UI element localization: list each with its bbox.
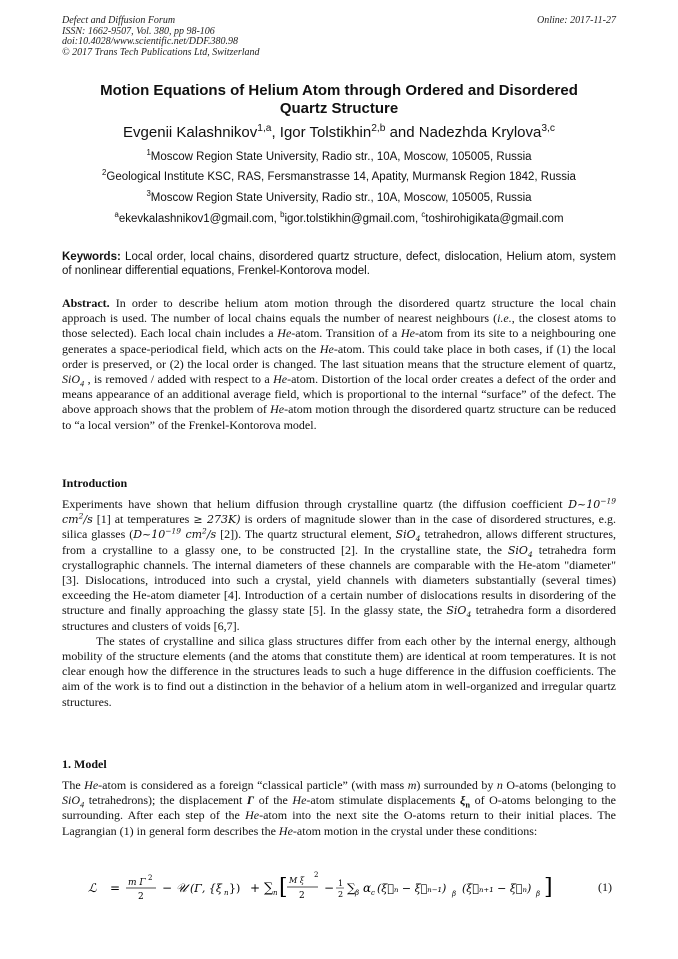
abstract-text: 4 bbox=[80, 379, 85, 389]
body-text: -atom stimulate displacements bbox=[306, 793, 460, 808]
abstract-text: -atom from its site to a neighbouring one generates a space-periodical field, which acts on the bbox=[62, 326, 617, 356]
title-line-1: Motion Equations of Helium Atom through Ordered and Disordered bbox=[100, 82, 578, 99]
denominator: 2 bbox=[338, 890, 344, 899]
body-text: tetrahedra form a disordered structures and clusters of voids [6,7]. bbox=[62, 603, 617, 633]
model-body bbox=[62, 778, 616, 839]
author-affiliation-marker: 2,b bbox=[371, 123, 386, 134]
closing-brace: }) bbox=[229, 882, 241, 895]
author-name: Igor Tolstikhin bbox=[279, 124, 372, 141]
body-text bbox=[62, 793, 85, 810]
body-text: SiO bbox=[62, 793, 80, 808]
affiliation-text: Geological Institute KSC, RAS, Fersmanstrasse 14, Apatity, Murmansk Region 1842, Russia bbox=[106, 171, 576, 183]
potential-args: (Γ, {ξ bbox=[190, 882, 222, 895]
author-list bbox=[62, 124, 616, 141]
introduction-body bbox=[62, 497, 616, 710]
math-text: cm bbox=[62, 513, 79, 527]
paragraph: The states of crystalline and silica glass structures differ from each other by the internal energy, although mobility of the structure elements (and the atoms that constitute them) are identical at room temperatures. It is not clear enough how the difference in the structures leads to such a huge difference in the diffusion coefficients. The aim of the work is to find out a distinction in the behavior of a helium atom in well-organized and irregular quartz structures. bbox=[62, 633, 616, 709]
keywords-text: Local order, local chains, disordered quartz structure, defect, dislocation, Helium atom, system of nonlinear differential equations, Frenkel-Kontorova model. bbox=[62, 251, 616, 277]
affiliation-marker: 3 bbox=[146, 189, 151, 199]
math-inline bbox=[133, 528, 216, 541]
subscript: n bbox=[224, 889, 229, 897]
body-text: [1] at temperatures bbox=[92, 512, 194, 527]
math-text: /s bbox=[83, 513, 93, 527]
affiliation-text: Moscow Region State University, Radio str., 10A, Moscow, 105005, Russia bbox=[150, 192, 532, 204]
abstract-text: -atom. This could take place in both cases, if (1) the local order is preserved, or (2) the local order is changed. The last situation means that the structure element of quartz, bbox=[62, 341, 617, 371]
email-address[interactable]: igor.tolstikhin@gmail.com, bbox=[284, 213, 422, 225]
affiliation-marker: 2 bbox=[102, 168, 107, 178]
abstract-text: SiO bbox=[62, 372, 80, 387]
potential-symbol: 𝒰 bbox=[176, 881, 187, 895]
plus-sign: + bbox=[250, 881, 261, 895]
abstract-text: He bbox=[277, 326, 292, 341]
math-text: SiO bbox=[507, 543, 528, 557]
body-text: -atom is considered as a foreign “classical particle” (with mass bbox=[98, 778, 408, 792]
math-text: 4 bbox=[527, 549, 533, 559]
body-text: ξ bbox=[459, 793, 466, 808]
body-text: of the bbox=[254, 793, 293, 808]
difference-term: (ξ⃗ₙ₊₁ − ξ⃗ₙ) bbox=[462, 882, 532, 895]
keywords bbox=[62, 250, 616, 278]
body-text: -atom motion in the crystal under these conditions: bbox=[292, 823, 538, 838]
denominator: 2 bbox=[299, 891, 305, 901]
subscript: n bbox=[273, 889, 278, 897]
body-text: O-atoms (belonging to bbox=[502, 778, 617, 792]
math-text: D~10 bbox=[568, 498, 601, 511]
math-text: D~10 bbox=[133, 528, 166, 542]
alpha-symbol: α bbox=[363, 881, 372, 895]
keywords-label: Keywords: bbox=[62, 251, 121, 263]
title-line-2: Quartz Structure bbox=[279, 100, 399, 117]
difference-term: (ξ⃗ₙ − ξ⃗ₙ₋₁) bbox=[377, 882, 447, 895]
subscript: β bbox=[452, 890, 457, 898]
section-heading-model: 1. Model bbox=[62, 757, 107, 771]
email-marker: a bbox=[114, 210, 119, 220]
math-inline bbox=[508, 544, 533, 557]
email-address[interactable]: ekevkalashnikov1@gmail.com, bbox=[118, 213, 281, 225]
body-text: n bbox=[496, 778, 503, 792]
abstract-text: , is removed / added with respect to a bbox=[84, 372, 274, 387]
author-separator: , bbox=[271, 124, 280, 141]
affiliation bbox=[62, 189, 616, 204]
abstract-text: , the closest atoms to those selected). Each local chain includes a bbox=[62, 311, 616, 341]
paragraph bbox=[62, 497, 616, 634]
body-text: ) surrounded by bbox=[416, 778, 497, 792]
numerator: 1 bbox=[338, 879, 344, 888]
math-text: −19 bbox=[165, 526, 182, 536]
body-text: He bbox=[84, 778, 99, 792]
paragraph bbox=[62, 778, 616, 839]
body-text: -atom into the next site the O-atoms return to their initial places. The Lagrangian (1) in general form describes the bbox=[62, 808, 616, 838]
body-text: is orders of magnitude slower than in the case of disordered structures, e.g. silica glasses ( bbox=[62, 512, 617, 542]
body-text: 4 bbox=[80, 800, 85, 810]
online-date: Online: 2017-11-27 bbox=[537, 15, 616, 26]
copyright: © 2017 Trans Tech Publications Ltd, Switzerland bbox=[62, 46, 260, 58]
affiliation-text: Moscow Region State University, Radio str., 10A, Moscow, 105005, Russia bbox=[150, 151, 532, 163]
math-text: 2 bbox=[202, 526, 207, 536]
subscript: β bbox=[536, 890, 541, 898]
lagrangian-formula bbox=[84, 868, 584, 908]
body-text: He bbox=[292, 793, 307, 808]
affiliation bbox=[62, 148, 616, 163]
journal-name: Defect and Diffusion Forum bbox=[62, 15, 176, 26]
abstract-text: He bbox=[270, 402, 285, 417]
numerator-text: M ξ bbox=[289, 876, 305, 885]
author-name: Evgenii Kalashnikov bbox=[123, 124, 258, 141]
body-text: m bbox=[407, 778, 417, 792]
abstract-text: He bbox=[319, 341, 334, 356]
math-inline bbox=[446, 604, 472, 620]
body-text: tetrahedron, allows different structures, from a crystalline to a glassy one, to be constructed [2]. In the crystalline state, the bbox=[62, 527, 616, 557]
email-list bbox=[62, 210, 616, 225]
minus-sign: − bbox=[324, 881, 335, 895]
email-address[interactable]: toshirohigikata@gmail.com bbox=[425, 213, 564, 225]
math-text: 2 bbox=[78, 511, 84, 521]
abstract-text: He bbox=[401, 326, 415, 341]
body-text: He bbox=[278, 823, 293, 838]
math-inline: ≥ 273K) bbox=[193, 513, 241, 527]
doi[interactable]: doi:10.4028/www.scientific.net/DDF.380.98 bbox=[62, 36, 239, 47]
math-text: 4 bbox=[466, 610, 472, 620]
math-text: SiO bbox=[395, 528, 416, 542]
subscript: c bbox=[371, 889, 375, 897]
author-name: Nadezhda Krylova bbox=[418, 124, 542, 141]
author-affiliation-marker: 1,a bbox=[257, 123, 272, 134]
exponent: 2 bbox=[314, 871, 319, 879]
right-bracket: ] bbox=[544, 875, 553, 900]
affiliation-marker: 1 bbox=[146, 148, 151, 158]
denominator: 2 bbox=[138, 892, 144, 902]
journal-header bbox=[62, 16, 616, 58]
section-heading-introduction: Introduction bbox=[62, 476, 128, 490]
body-text: of O-atoms belonging to the surrounding. After each step of the bbox=[62, 793, 617, 823]
abstract-text: -atom. Transition of a bbox=[291, 326, 401, 341]
math-text: 4 bbox=[415, 534, 421, 544]
issn: ISSN: 1662-9507, Vol. 380, pp 98-106 bbox=[62, 25, 215, 37]
body-text: Γ bbox=[246, 793, 255, 808]
equals-sign: = bbox=[110, 881, 121, 895]
author-affiliation-marker: 3,c bbox=[541, 123, 555, 134]
body-text: [2]). The quartz structural element, bbox=[216, 527, 396, 542]
abstract bbox=[62, 296, 616, 433]
math-text: −19 bbox=[600, 496, 616, 506]
abstract-text: He bbox=[273, 372, 288, 387]
paper-title bbox=[62, 82, 616, 118]
abstract-text: -atom. Distortion of the local order creates a defect of the order and means appearance of an additional average field, which is proportional to the internal “surface” of the defect. The above approach shows that the problem of bbox=[62, 372, 616, 417]
body-text: tetrahedrons); the displacement bbox=[84, 793, 247, 808]
left-bracket: [ bbox=[279, 875, 288, 900]
math-text: cm bbox=[181, 528, 203, 542]
body-text: n bbox=[465, 800, 471, 810]
abstract-text: i.e. bbox=[497, 311, 512, 326]
email-marker: b bbox=[280, 210, 285, 220]
equation-1 bbox=[62, 868, 616, 908]
math-inline bbox=[395, 528, 421, 544]
body-text: He bbox=[245, 808, 260, 823]
sum-symbol: ∑ bbox=[264, 881, 274, 896]
sum-symbol: ∑ bbox=[347, 881, 356, 895]
math-text: SiO bbox=[446, 604, 467, 618]
math-text: /s bbox=[206, 528, 217, 542]
minus-sign: − bbox=[162, 881, 173, 895]
exponent: 2 bbox=[148, 874, 153, 882]
abstract-text: In order to describe helium atom motion through the disordered quartz structure the local chain approach is used. The number of local chains equals the number of nearest neighbours ( bbox=[62, 296, 616, 326]
equation-number: (1) bbox=[598, 880, 612, 894]
subscript: β bbox=[355, 889, 360, 897]
email-marker: c bbox=[421, 210, 426, 220]
author-separator: and bbox=[385, 124, 419, 141]
abstract-text: -atom motion through the disordered quartz structure can be reduced to “a local version” of the Frenkel-Kontorova model. bbox=[62, 402, 616, 432]
affiliation bbox=[62, 168, 616, 183]
lagrangian-symbol: ℒ bbox=[88, 881, 97, 895]
body-text: Experiments have shown that helium diffusion through crystalline quartz (the diffusion coefficient bbox=[62, 497, 569, 511]
numerator-text: m Γ bbox=[128, 878, 146, 888]
body-text: tetrahedra form crystallographic channels. The internal diameters of these channels are comparable with the He-atom "diameter" [3]. Dislocations, introduced into such a crystal, yield channels with diameters substantially (several times) exceeding the He-atom diameter [4]. Introduction of a certain number of dislocations results in disordering of the structure and finally approaching the glassy state [5]. In the glassy state, the bbox=[62, 542, 616, 618]
abstract-label: Abstract. bbox=[62, 296, 110, 310]
body-text: The bbox=[62, 778, 85, 792]
